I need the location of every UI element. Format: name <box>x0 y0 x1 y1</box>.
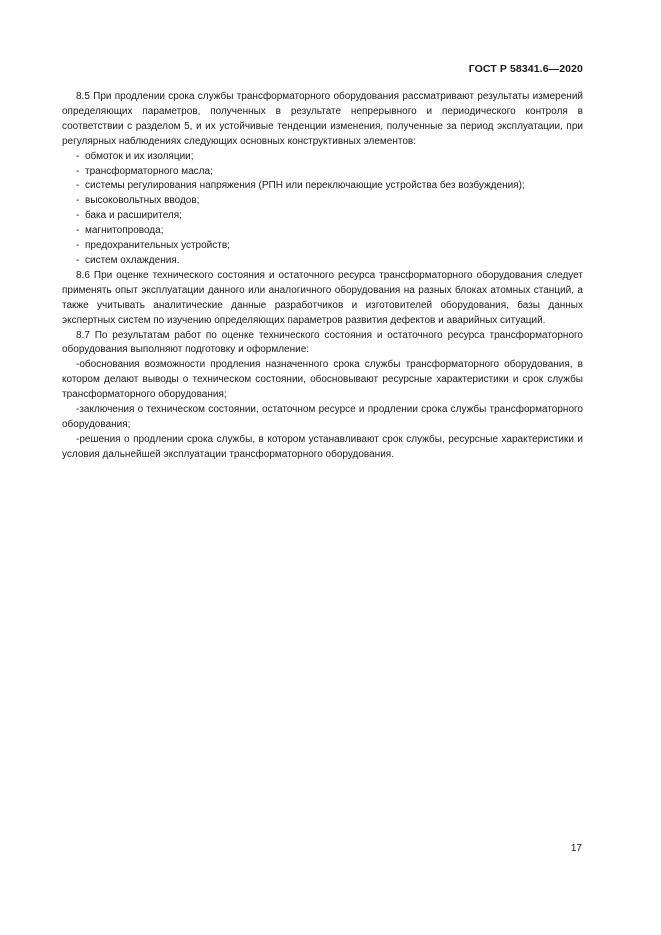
list-item: - обмоток и их изоляции; <box>62 150 583 165</box>
list-item: - трансформаторного масла; <box>62 165 583 180</box>
list-item: - магнитопровода; <box>62 224 583 239</box>
page-number: 17 <box>570 843 582 854</box>
list-dash: - <box>76 225 80 237</box>
paragraph-8-5: 8.5 При продлении срока службы трансформаторного оборудования рассматривают результаты измерений определяющих параметров, полученных в результате непрерывного и периодического контроля в соответствии с разделом 5, и их устойчивые тенденции изменения, полученные за период эксплуатации, при регулярных наблюдениях следующих основных конструктивных элементов: <box>62 91 583 147</box>
document-code: ГОСТ Р 58341.6—2020 <box>468 63 583 75</box>
list-item: -решения о продлении срока службы, в котором устанавливают срок службы, ресурсные характеристики и условия дальнейшей эксплуатации трансформаторного оборудования. <box>62 433 583 460</box>
list-dash: - <box>76 254 80 266</box>
paragraph-8-7: 8.7 По результатам работ по оценке технического состояния и остаточного ресурса трансформаторного оборудования выполняют подготовку и оформление: <box>62 329 583 356</box>
list-dash: - <box>76 404 80 416</box>
list-dash: - <box>76 180 80 192</box>
list-dash: - <box>76 240 80 252</box>
list-dash: - <box>76 195 80 207</box>
list-item: -заключения о техническом состоянии, остаточном ресурсе и продлении срока службы трансформаторного оборудования; <box>62 404 583 430</box>
list-8-5 <box>62 150 583 269</box>
list-item: - высоковольтных вводов; <box>62 194 583 209</box>
list-8-7 <box>62 358 583 462</box>
list-item: - предохранительных устройств; <box>62 239 583 254</box>
list-dash: - <box>76 210 80 222</box>
list-dash: - <box>76 359 80 371</box>
list-dash: - <box>76 433 80 445</box>
list-item: - системы регулирования напряжения (РПН или переключающие устройства без возбуждения); <box>62 179 583 194</box>
document-body <box>62 90 583 463</box>
list-item: - бака и расширителя; <box>62 209 583 224</box>
list-item: -обоснования возможности продления назначенного срока службы трансформаторного оборудования, в котором делают выводы о техническом состоянии, обосновывают ресурсные характеристики и срок службы трансформаторного оборудования; <box>62 359 583 401</box>
list-item: - систем охлаждения. <box>62 254 583 269</box>
list-dash: - <box>76 150 80 162</box>
paragraph-8-6: 8.6 При оценке технического состояния и остаточного ресурса трансформаторного оборудования следует применять опыт эксплуатации данного или аналогичного оборудования на разных блоках атомных станций, а также учитывать аналитические данные разработчиков и изготовителей оборудования, базы данных экспертных систем по изучению определяющих параметров развития дефектов и аварийных ситуаций. <box>62 269 583 326</box>
list-dash: - <box>76 165 80 177</box>
